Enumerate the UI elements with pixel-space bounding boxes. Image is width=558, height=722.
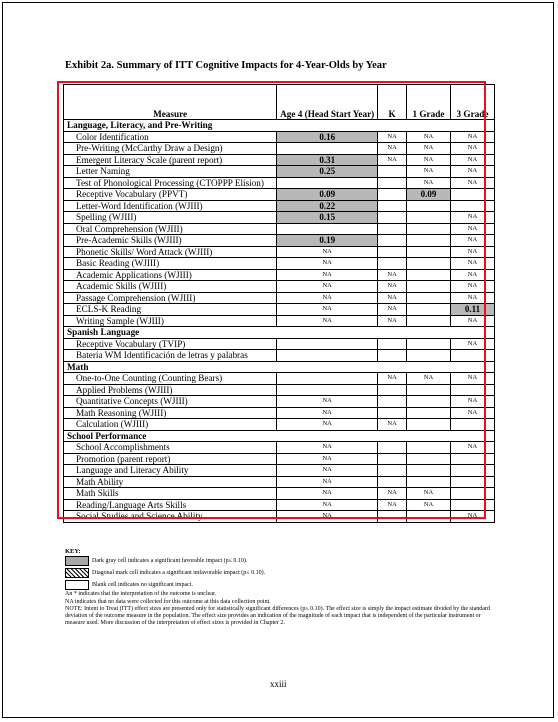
impact-cell (378, 246, 407, 258)
table-row (64, 154, 495, 166)
measure-label: Math Ability (64, 476, 277, 488)
impact-cell: NA (450, 131, 494, 143)
impact-cell (378, 258, 407, 270)
key-legend (65, 548, 495, 628)
table-row (64, 246, 495, 258)
table-row (64, 419, 495, 431)
measure-label: Pre-Academic Skills (WJIII) (64, 235, 277, 247)
header-grade3: 3 Grade (450, 85, 494, 120)
key-diag-text: Diagonal mark cell indicates a significant unfavorable impact (p≤ 0.10). (92, 569, 266, 576)
measure-label: Promotion (parent report) (64, 453, 277, 465)
table-row (64, 189, 495, 201)
impact-cell (406, 281, 450, 293)
impact-cell: NA (378, 499, 407, 511)
table-row (64, 269, 495, 281)
impact-cell: NA (406, 166, 450, 178)
impact-cell (378, 476, 407, 488)
impact-cell (406, 246, 450, 258)
impact-cell (450, 200, 494, 212)
impact-cell: NA (450, 373, 494, 385)
impact-cell (378, 407, 407, 419)
impact-cell: NA (277, 511, 378, 523)
measure-label: Academic Applications (WJIII) (64, 269, 277, 281)
impact-cell (378, 212, 407, 224)
measure-label: Letter-Word Identification (WJIII) (64, 200, 277, 212)
measure-label: Quantitative Concepts (WJIII) (64, 396, 277, 408)
impact-cell (406, 396, 450, 408)
measure-label: Social Studies and Science Ability (64, 511, 277, 523)
impact-cell (277, 384, 378, 396)
measure-label: Academic Skills (WJIII) (64, 281, 277, 293)
impact-cell: NA (378, 373, 407, 385)
impact-cell (450, 350, 494, 362)
blank-swatch (65, 580, 89, 590)
impact-cell: NA (277, 315, 378, 327)
impact-cell (378, 465, 407, 477)
impact-cell: NA (450, 269, 494, 281)
impact-cell: NA (277, 292, 378, 304)
impact-cell (378, 396, 407, 408)
impact-cell (378, 223, 407, 235)
impact-cell (406, 511, 450, 523)
measure-label: Receptive Vocabulary (PPVT) (64, 189, 277, 201)
impact-cell (450, 189, 494, 201)
measure-label: Reading/Language Arts Skills (64, 499, 277, 511)
measure-label: Letter Naming (64, 166, 277, 178)
impact-cell (277, 350, 378, 362)
impact-cell: NA (277, 269, 378, 281)
impact-cell: NA (378, 315, 407, 327)
measure-label: Applied Problems (WJIII) (64, 384, 277, 396)
measure-label: ECLS-K Reading (64, 304, 277, 316)
impact-cell: 0.15 (277, 212, 378, 224)
table-row (64, 396, 495, 408)
impact-cell: NA (378, 131, 407, 143)
impact-cell: NA (378, 269, 407, 281)
impact-cell (378, 338, 407, 350)
table-row (64, 453, 495, 465)
impact-cell: NA (450, 235, 494, 247)
impact-cell (378, 189, 407, 201)
table-row (64, 131, 495, 143)
key-diag-row (65, 567, 495, 579)
impact-cell (450, 419, 494, 431)
measure-label: Emergent Literacy Scale (parent report) (64, 154, 277, 166)
impact-cell (378, 177, 407, 189)
impact-cell: NA (277, 465, 378, 477)
table-row (64, 143, 495, 155)
impact-cell: NA (406, 143, 450, 155)
key-dark-text: Dark gray cell indicates a significant favorable impact (p≤ 0.10). (92, 557, 248, 564)
impact-cell: NA (277, 419, 378, 431)
impact-cell: NA (450, 154, 494, 166)
impact-cell: NA (277, 407, 378, 419)
key-note-effect-size: NOTE: Intent to Treat (ITT) effect sizes are presented only for statistically significant differences (p≤ 0.10). The effect size is simply the impact estimate divided by the standard deviation of the outcome measure in the population. The effect size provides an indication of the magnitude of each impact that is independent of the particular instrument or measure used. More discussion of the interpretation of effect sizes is provided in Chapter 2. (65, 605, 490, 627)
impact-cell: NA (450, 511, 494, 523)
diagonal-swatch (65, 568, 89, 578)
impact-cell (406, 453, 450, 465)
impact-cell: NA (450, 246, 494, 258)
impact-cell: NA (378, 143, 407, 155)
impact-cell: 0.19 (277, 235, 378, 247)
table-row (64, 212, 495, 224)
impact-cell (277, 223, 378, 235)
section-label: Math (64, 361, 495, 373)
table-row (64, 338, 495, 350)
impact-cell: NA (378, 154, 407, 166)
table-row (64, 384, 495, 396)
table-row (64, 350, 495, 362)
impact-cell: NA (277, 246, 378, 258)
impact-cell: NA (277, 396, 378, 408)
impact-cell: NA (406, 499, 450, 511)
impact-cell: NA (450, 315, 494, 327)
section-row (64, 361, 495, 373)
impact-cell: NA (277, 476, 378, 488)
impact-cell (378, 350, 407, 362)
impact-cell: NA (406, 131, 450, 143)
impact-cell: NA (277, 499, 378, 511)
measure-label: Pre-Writing (McCarthy Draw a Design) (64, 143, 277, 155)
impact-cell: NA (406, 154, 450, 166)
impact-cell (378, 511, 407, 523)
impact-cell (406, 442, 450, 454)
table-row (64, 465, 495, 477)
measure-label: Writing Sample (WJIII) (64, 315, 277, 327)
impact-cell (450, 384, 494, 396)
impact-cell (406, 212, 450, 224)
table-row (64, 476, 495, 488)
impact-cell: NA (277, 453, 378, 465)
key-blank-row (65, 579, 495, 591)
impact-cell: NA (378, 419, 407, 431)
impact-cell: NA (406, 373, 450, 385)
key-blank-text: Blank cell indicates no significant impact. (92, 581, 193, 588)
impact-cell: NA (450, 396, 494, 408)
impact-cell (406, 292, 450, 304)
impact-cell (450, 453, 494, 465)
impact-cell: 0.16 (277, 131, 378, 143)
header-age4: Age 4 (Head Start Year) (277, 85, 378, 120)
impact-cell: 0.25 (277, 166, 378, 178)
impact-cell (450, 465, 494, 477)
impact-cell: NA (406, 177, 450, 189)
key-dark-row (65, 555, 495, 567)
impact-cell (378, 442, 407, 454)
impact-cell: NA (450, 223, 494, 235)
section-row (64, 327, 495, 339)
impact-cell: NA (450, 212, 494, 224)
table-row (64, 223, 495, 235)
section-label: Spanish Language (64, 327, 495, 339)
measure-label: Language and Literacy Ability (64, 465, 277, 477)
impact-cell (378, 235, 407, 247)
impact-cell: NA (277, 304, 378, 316)
header-grade1: 1 Grade (406, 85, 450, 120)
impact-cell: NA (277, 442, 378, 454)
table-row (64, 235, 495, 247)
impact-cell (406, 269, 450, 281)
impact-cell: NA (450, 258, 494, 270)
page-number: xxiii (270, 679, 287, 689)
impact-cell (406, 235, 450, 247)
impact-cell: NA (450, 442, 494, 454)
table-row (64, 511, 495, 523)
key-note-na: NA indicates that no data were collected for this outcome at this data collection point. (65, 598, 271, 605)
measure-label: Math Reasoning (WJIII) (64, 407, 277, 419)
measure-label: Basic Reading (WJIII) (64, 258, 277, 270)
impact-cell: 0.11 (450, 304, 494, 316)
measure-label: School Accomplishments (64, 442, 277, 454)
measure-label: Phonetic Skills/ Word Attack (WJIII) (64, 246, 277, 258)
table-row (64, 499, 495, 511)
impact-cell (406, 338, 450, 350)
impact-cell: NA (450, 177, 494, 189)
impact-cell: NA (277, 488, 378, 500)
impact-cell: NA (378, 292, 407, 304)
table-row (64, 166, 495, 178)
impact-cell: NA (277, 258, 378, 270)
impact-cell (406, 350, 450, 362)
impact-cell: NA (378, 304, 407, 316)
table-row (64, 442, 495, 454)
measure-label: Receptive Vocabulary (TVIP) (64, 338, 277, 350)
impact-cell: 0.09 (406, 189, 450, 201)
section-label: School Performance (64, 430, 495, 442)
table-row (64, 177, 495, 189)
impact-cell (406, 407, 450, 419)
table-row (64, 292, 495, 304)
impact-cell: NA (450, 143, 494, 155)
impact-cell (406, 419, 450, 431)
impact-cell (277, 143, 378, 155)
table-header-row (64, 85, 495, 120)
impact-cell (378, 384, 407, 396)
exhibit-title: Exhibit 2a. Summary of ITT Cognitive Impacts for 4-Year-Olds by Year (65, 60, 387, 71)
impact-cell: NA (378, 488, 407, 500)
table-row (64, 373, 495, 385)
header-measure: Measure (64, 85, 277, 120)
impact-cell (406, 223, 450, 235)
impact-cell (450, 476, 494, 488)
measure-label: Batería WM Identificación de letras y palabras (64, 350, 277, 362)
dark-swatch (65, 556, 89, 566)
impact-cell (378, 166, 407, 178)
measure-label: Oral Comprehension (WJIII) (64, 223, 277, 235)
impact-cell: NA (450, 407, 494, 419)
section-label: Language, Literacy, and Pre-Writing (64, 120, 495, 132)
impact-cell (277, 338, 378, 350)
impact-cell (406, 304, 450, 316)
impact-cell (406, 315, 450, 327)
impact-cell (277, 177, 378, 189)
impact-cell (406, 384, 450, 396)
table-row (64, 258, 495, 270)
impact-cell: NA (277, 281, 378, 293)
section-row (64, 120, 495, 132)
table-row (64, 315, 495, 327)
key-title: KEY: (65, 548, 81, 555)
impact-cell: NA (450, 166, 494, 178)
impact-cell (450, 499, 494, 511)
table-row (64, 281, 495, 293)
impact-cell (378, 453, 407, 465)
impacts-table (63, 84, 495, 523)
impact-cell: NA (450, 338, 494, 350)
impact-cell (406, 476, 450, 488)
measure-label: Math Skills (64, 488, 277, 500)
impact-cell: 0.31 (277, 154, 378, 166)
impact-cell (406, 258, 450, 270)
impact-cell: 0.22 (277, 200, 378, 212)
table-row (64, 407, 495, 419)
measure-label: One-to-One Counting (Counting Bears) (64, 373, 277, 385)
impact-cell (277, 373, 378, 385)
impact-cell (406, 465, 450, 477)
impact-cell: 0.09 (277, 189, 378, 201)
impact-cell (406, 200, 450, 212)
table-row (64, 488, 495, 500)
header-k: K (378, 85, 407, 120)
measure-label: Test of Phonological Processing (CTOPPP Elision) (64, 177, 277, 189)
measure-label: Spelling (WJIII) (64, 212, 277, 224)
key-note-asterisk: An * indicates that the interpretation of the outcome is unclear. (65, 591, 217, 598)
measure-label: Passage Comprehension (WJIII) (64, 292, 277, 304)
impact-cell: NA (450, 281, 494, 293)
section-row (64, 430, 495, 442)
table-row (64, 304, 495, 316)
measure-label: Color Identification (64, 131, 277, 143)
impact-cell (378, 200, 407, 212)
impact-cell: NA (450, 292, 494, 304)
impact-cell: NA (378, 281, 407, 293)
table-row (64, 200, 495, 212)
measure-label: Calculation (WJIII) (64, 419, 277, 431)
impact-cell (450, 488, 494, 500)
impact-cell: NA (406, 488, 450, 500)
